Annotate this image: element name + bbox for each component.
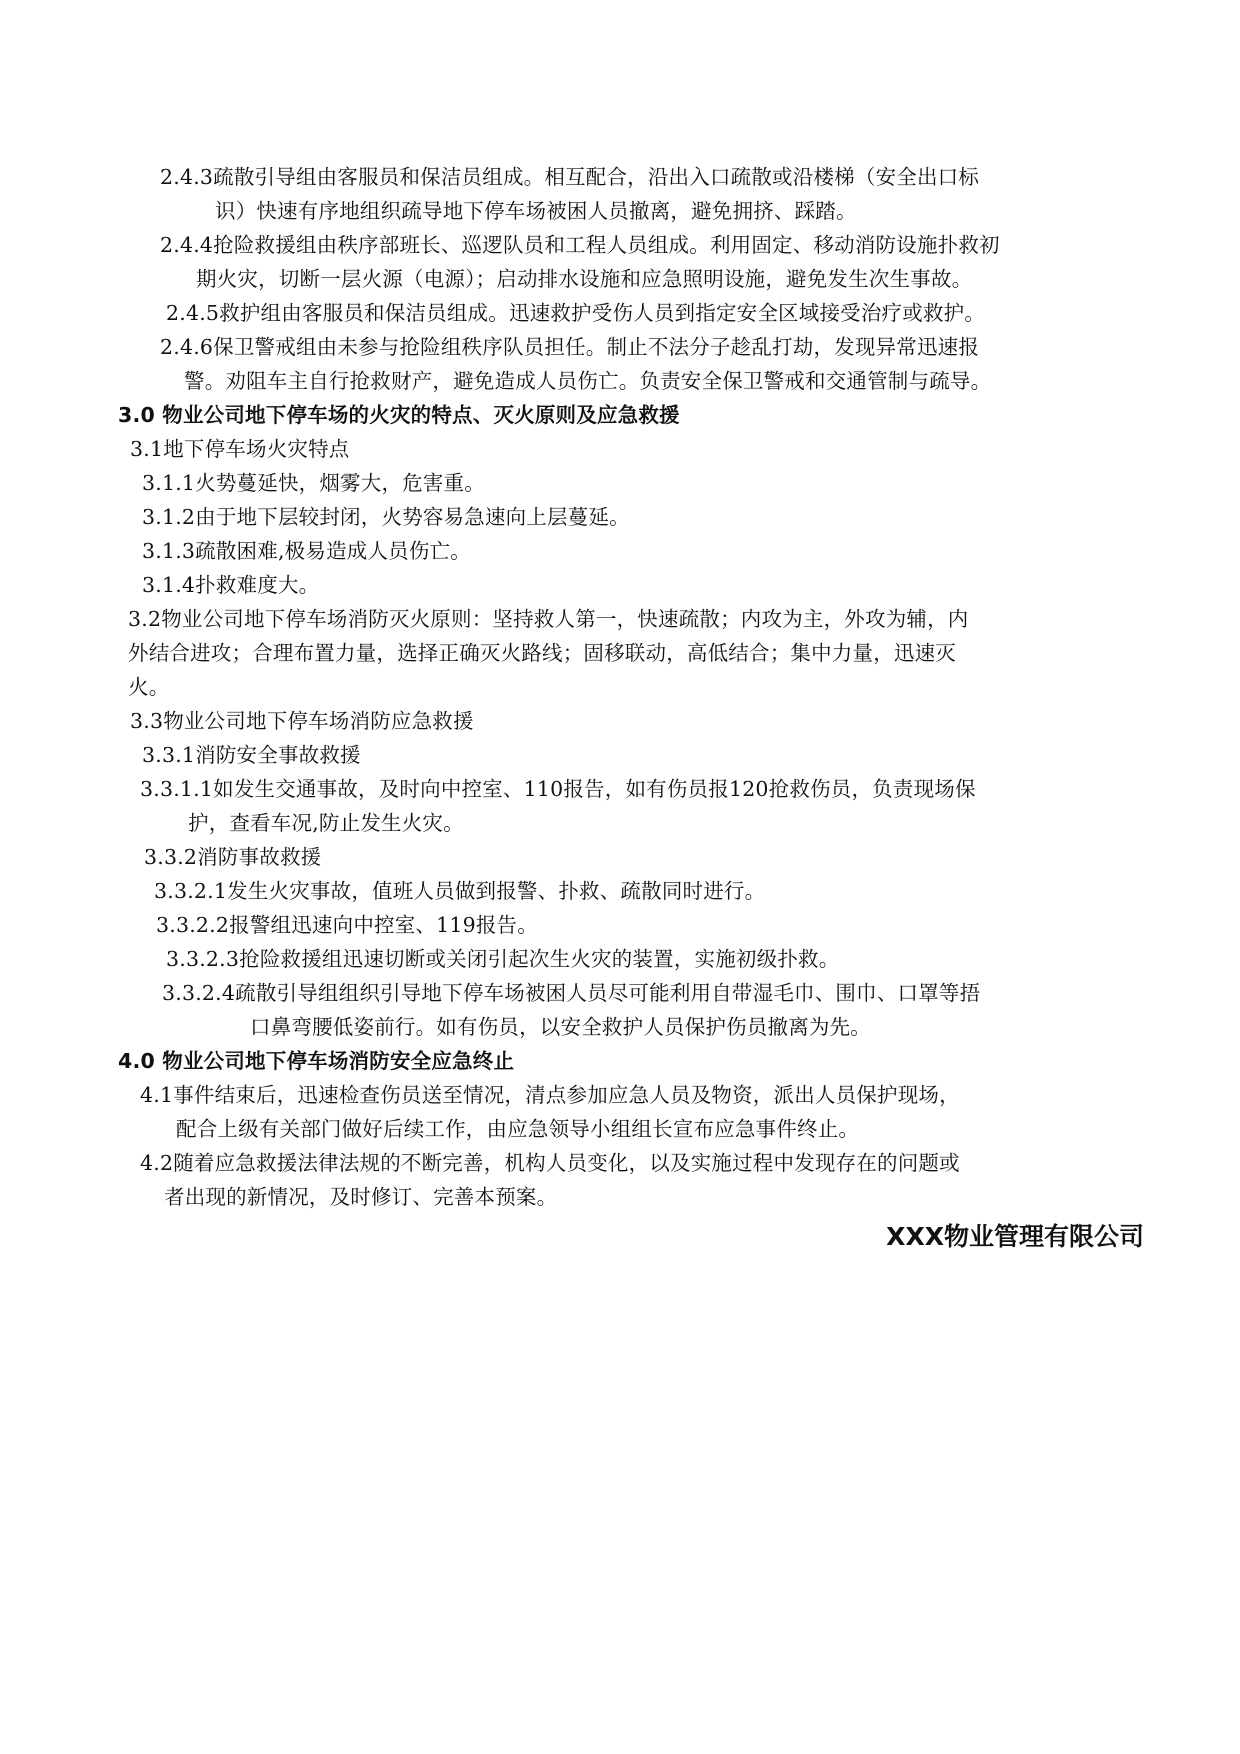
text-line: 火。: [128, 675, 170, 699]
text-line: 护，查看车况,防止发生火灾。: [188, 811, 464, 835]
text-line: 2.4.3疏散引导组由客服员和保洁员组成。相互配合，沿出入口疏散或沿楼梯（安全出口标: [160, 165, 980, 189]
text-line: 3.3.2.3抢险救援组迅速切断或关闭引起次生火灾的装置，实施初级扑救。: [166, 947, 840, 971]
text-line: 外结合进攻；合理布置力量，选择正确灭火路线；固移联动，高低结合；集中力量，迅速灭: [128, 641, 956, 665]
text-line: 配合上级有关部门做好后续工作，由应急领导小组组长宣布应急事件终止。: [176, 1117, 860, 1141]
section-heading: 4.0 物业公司地下停车场消防安全应急终止: [118, 1049, 515, 1073]
subsection-heading: 3.3物业公司地下停车场消防应急救援: [130, 709, 474, 733]
text-line: 3.2物业公司地下停车场消防灭火原则：坚持救人第一，快速疏散；内攻为主，外攻为辅，内: [128, 607, 969, 631]
text-line: 2.4.4抢险救援组由秩序部班长、巡逻队员和工程人员组成。利用固定、移动消防设施扑救初: [160, 233, 1000, 257]
subsection-heading: 3.1地下停车场火灾特点: [130, 437, 350, 461]
company-signature: XXX物业管理有限公司: [886, 1222, 1144, 1251]
text-line: 4.1事件结束后，迅速检查伤员送至情况，清点参加应急人员及物资，派出人员保护现场，: [140, 1083, 960, 1107]
text-line: 3.1.2由于地下层较封闭，火势容易急速向上层蔓延。: [142, 505, 630, 529]
text-line: 者出现的新情况，及时修订、完善本预案。: [164, 1185, 558, 1209]
text-line: 3.3.2.1发生火灾事故，值班人员做到报警、扑救、疏散同时进行。: [154, 879, 766, 903]
text-line: 4.2随着应急救援法律法规的不断完善，机构人员变化，以及实施过程中发现存在的问题或: [140, 1151, 960, 1175]
text-line: 2.4.5救护组由客服员和保洁员组成。迅速救护受伤人员到指定安全区域接受治疗或救护。: [166, 301, 986, 325]
text-line: 3.3.1消防安全事故救援: [142, 743, 361, 767]
text-line: 3.3.2.4疏散引导组组织引导地下停车场被困人员尽可能利用自带湿毛巾、围巾、口罩等捂: [162, 981, 981, 1005]
text-line: 3.3.1.1如发生交通事故，及时向中控室、110报告，如有伤员报120抢救伤员，负责现场保: [140, 777, 976, 801]
text-line: 2.4.6保卫警戒组由未参与抢险组秩序队员担任。制止不法分子趁乱打劫，发现异常迅速报: [160, 335, 980, 359]
text-line: 3.3.2消防事故救援: [144, 845, 322, 869]
section-heading: 3.0 物业公司地下停车场的火灾的特点、灭火原则及应急救援: [118, 403, 680, 427]
text-line: 口鼻弯腰低姿前行。如有伤员，以安全救护人员保护伤员撤离为先。: [250, 1015, 871, 1039]
text-line: 3.1.1火势蔓延快，烟雾大，危害重。: [142, 471, 485, 495]
text-line: 3.1.4扑救难度大。: [142, 573, 320, 597]
text-line: 期火灾，切断一层火源（电源）；启动排水设施和应急照明设施，避免发生次生事故。: [196, 267, 973, 291]
text-line: 3.3.2.2报警组迅速向中控室、119报告。: [156, 913, 538, 937]
text-line: 警。劝阻车主自行抢救财产，避免造成人员伤亡。负责安全保卫警戒和交通管制与疏导。: [184, 369, 992, 393]
text-line: 识）快速有序地组织疏导地下停车场被困人员撤离，避免拥挤、踩踏。: [215, 199, 857, 223]
text-line: 3.1.3疏散困难,极易造成人员伤亡。: [142, 539, 471, 563]
